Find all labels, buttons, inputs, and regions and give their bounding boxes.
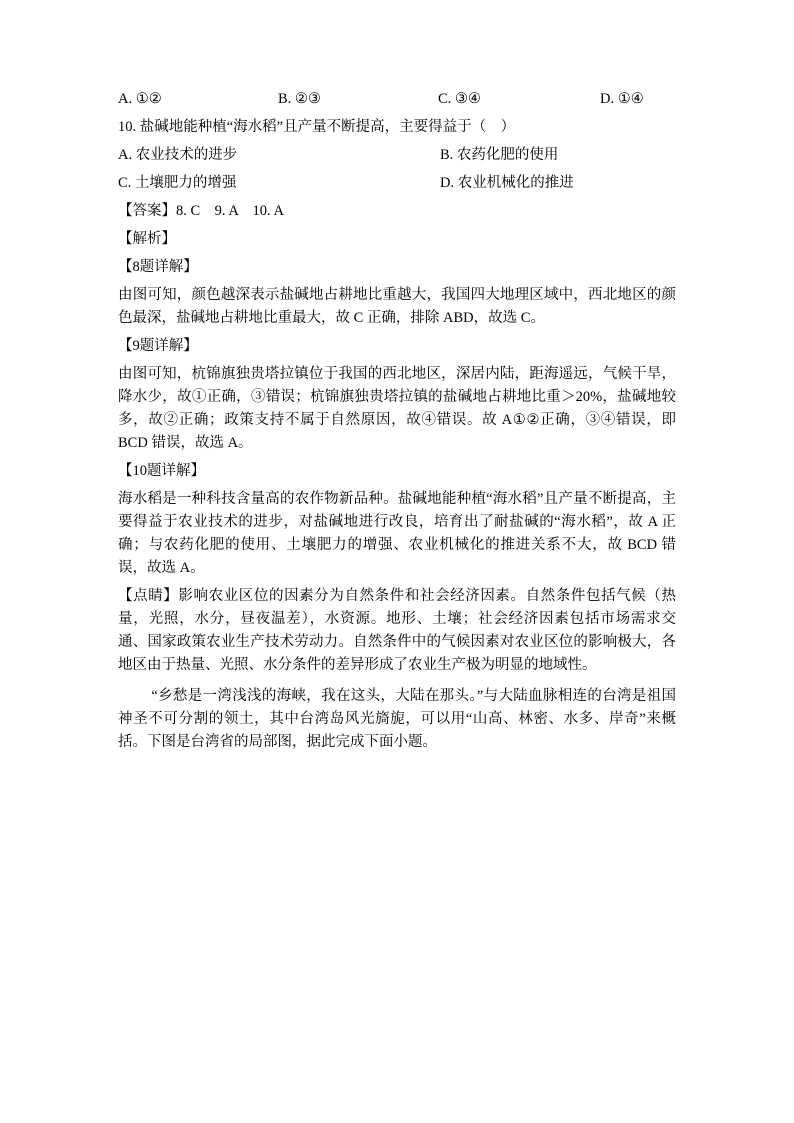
- q8-explain-body: 由图可知，颜色越深表示盐碱地占耕地比重越大，我国四大地理区域中，西北地区的颜色最深，盐碱地占耕地比重最大，故 C 正确，排除 ABD，故选 C。: [118, 287, 676, 326]
- question-10-options-row-1: [118, 144, 676, 167]
- q10-explain-header: 【10题详解】: [118, 463, 205, 479]
- taiwan-intro-paragraph: “乡愁是一湾浅浅的海峡，我在这头，大陆在那头。”与大陆血脉相连的台湾是祖国神圣不可分割的领土，其中台湾岛风光旖旎，可以用“山高、林密、水多、岸奇”来概括。下图是台湾省的局部图，据此完成下面小题。: [118, 688, 676, 750]
- analysis-header: 【解析】: [118, 231, 176, 247]
- question-9-options-row: [118, 88, 676, 111]
- option-d: D. 农业机械化的推进: [440, 175, 574, 191]
- document-content: [118, 88, 680, 759]
- option-b: B. 农药化肥的使用: [440, 147, 559, 163]
- option-b: B. ②③: [278, 91, 321, 107]
- option-d: D. ①④: [600, 91, 644, 107]
- q9-explain-header: 【9题详解】: [118, 338, 198, 354]
- question-10-options-row-2: [118, 172, 676, 195]
- q10-explain-body: 海水稻是一种科技含量高的农作物新品种。盐碱地能种植“海水稻”且产量不断提高，主要得益于农业技术的进步，对盐碱地进行改良，培育出了耐盐碱的“海水稻”，故 A 正确；与农药化肥的使用、土壤肥力的增强、农业机械化的推进关系不大，故 BCD 错误，故选 A。: [118, 491, 676, 576]
- option-c: C. ③④: [438, 91, 481, 107]
- option-a: A. 农业技术的进步: [118, 147, 238, 163]
- tips-paragraph: 【点睛】影响农业区位的因素分为自然条件和社会经济因素。自然条件包括气候（热量，光照，水分，昼夜温差），水资源。地形、土壤；社会经济因素包括市场需求交通、国家政策农业生产技术劳动力。自然条件中的气候因素对农业区位的影响极大，各地区由于热量、光照、水分条件的差异形成了农业生产极为明显的地域性。: [118, 588, 676, 673]
- answer-line: 【答案】8. C 9. A 10. A: [118, 203, 284, 219]
- q8-explain-header: 【8题详解】: [118, 259, 198, 275]
- question-10-stem: 10. 盐碱地能种植“海水稻”且产量不断提高，主要得益于（ ）: [118, 119, 516, 135]
- q9-explain-body: 由图可知，杭锦旗独贵塔拉镇位于我国的西北地区，深居内陆，距海遥远，气候干旱，降水少，故①正确，③错误；杭锦旗独贵塔拉镇的盐碱地占耕地比重＞20%，盐碱地较多，故②正确；政策支持不属于自然原因，故④错误。故 A①②正确，③④错误，即 BCD 错误，故选 A。: [118, 366, 680, 451]
- option-c: C. 土壤肥力的增强: [118, 175, 237, 191]
- option-a: A. ①②: [118, 91, 162, 107]
